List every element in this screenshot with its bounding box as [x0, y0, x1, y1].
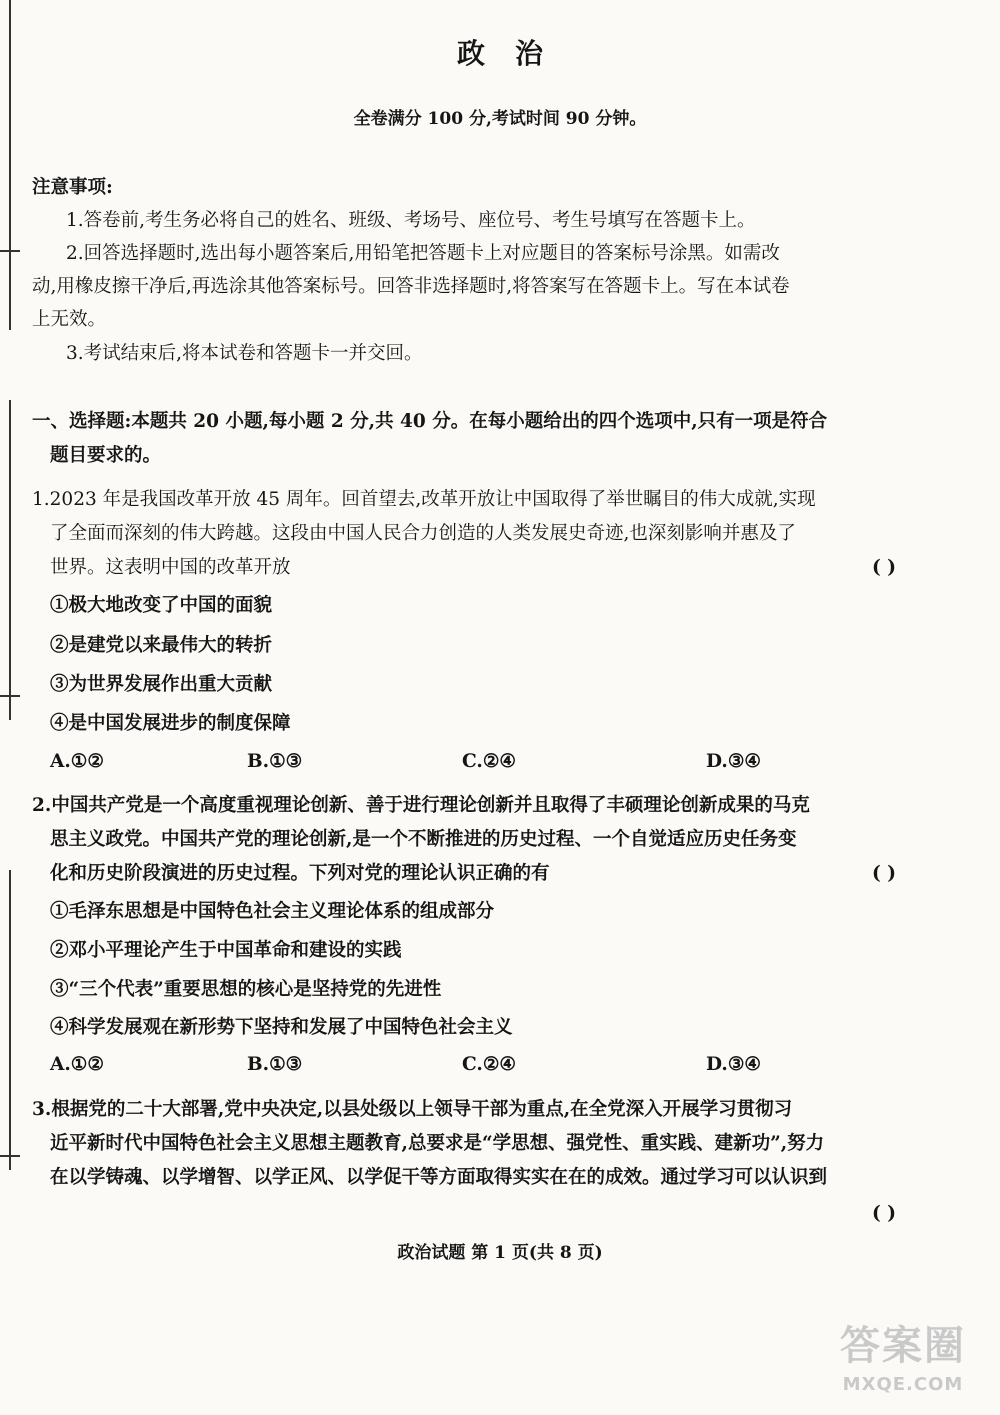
statement-item: ①极大地改变了中国的面貌 [50, 595, 273, 616]
site-watermark [828, 1320, 978, 1406]
note-line: 2.回答选择题时,选出每小题答案后,用铅笔把答题卡上对应题目的答案标号涂黑。如需改 [66, 243, 780, 264]
page-footer: 政治试题 第 1 页(共 8 页) [397, 1243, 603, 1263]
question-stem: 3.根据党的二十大部署,党中央决定,以县处级以上领导干部为重点,在全党深入开展学习贯彻习 [32, 1099, 793, 1120]
watermark-logo-text: 答案圈 [840, 1323, 966, 1369]
note-line: 上无效。 [32, 309, 107, 330]
question-stem: 在以学铸魂、以学增智、以学正风、以学促干等方面取得实实在在的成效。通过学习可以认识到 [50, 1167, 828, 1188]
statement-item: ④是中国发展进步的制度保障 [50, 713, 291, 734]
option-c: C.②④ [462, 751, 517, 772]
option-b: B.①③ [247, 751, 303, 772]
notes-heading: 注意事项: [32, 177, 113, 198]
note-line: 1.答卷前,考生务必将自己的姓名、班级、考场号、座位号、考生号填写在答题卡上。 [66, 210, 756, 231]
statement-item: ①毛泽东思想是中国特色社会主义理论体系的组成部分 [50, 901, 495, 922]
binding-line [9, 870, 11, 1170]
option-b: B.①③ [247, 1054, 303, 1075]
statement-item: ④科学发展观在新形势下坚持和发展了中国特色社会主义 [50, 1017, 513, 1038]
binding-line [9, 400, 11, 720]
page-title: 政治 [456, 37, 573, 70]
statement-item: ③为世界发展作出重大贡献 [50, 674, 273, 695]
option-a: A.①② [50, 1054, 104, 1075]
question-stem: 近平新时代中国特色社会主义思想主题教育,总要求是“学思想、强党性、重实践、建新功”,努力 [50, 1133, 825, 1154]
option-c: C.②④ [462, 1054, 517, 1075]
answer-paren: ( ) [872, 1203, 896, 1224]
question-stem: 2.中国共产党是一个高度重视理论创新、善于进行理论创新并且取得了丰硕理论创新成果的马克 [32, 795, 810, 816]
question-stem: 了全面而深刻的伟大跨越。这段由中国人民合力创造的人类发展史奇迹,也深刻影响并惠及了 [50, 523, 796, 544]
binding-mark [0, 1155, 20, 1169]
option-a: A.①② [50, 751, 104, 772]
option-d: D.③④ [706, 751, 761, 772]
section-heading: 一、选择题:本题共 20 小题,每小题 2 分,共 40 分。在每小题给出的四个选项中,只有一项是符合 [32, 411, 828, 432]
binding-mark [0, 250, 20, 264]
option-d: D.③④ [706, 1054, 761, 1075]
binding-mark [0, 695, 20, 709]
statement-item: ③“三个代表”重要思想的核心是坚持党的先进性 [50, 979, 442, 1000]
note-line: 动,用橡皮擦干净后,再选涂其他答案标号。回答非选择题时,将答案写在答题卡上。写在本试卷 [32, 276, 790, 297]
question-stem: 化和历史阶段演进的历史过程。下列对党的理论认识正确的有 [50, 863, 550, 884]
answer-paren: ( ) [872, 557, 896, 578]
statement-item: ②是建党以来最伟大的转折 [50, 635, 273, 656]
exam-info: 全卷满分 100 分,考试时间 90 分钟。 [353, 109, 647, 129]
watermark-url: MXQE.COM [842, 1374, 964, 1395]
question-stem: 世界。这表明中国的改革开放 [50, 557, 291, 578]
question-stem: 思主义政党。中国共产党的理论创新,是一个不断推进的历史过程、一个自觉适应历史任务变 [50, 829, 797, 850]
answer-paren: ( ) [872, 863, 896, 884]
section-heading: 题目要求的。 [50, 445, 162, 466]
statement-item: ②邓小平理论产生于中国革命和建设的实践 [50, 940, 402, 961]
note-line: 3.考试结束后,将本试卷和答题卡一并交回。 [66, 343, 423, 364]
question-stem: 1.2023 年是我国改革开放 45 周年。回首望去,改革开放让中国取得了举世瞩目的伟大成就,实现 [32, 489, 816, 510]
